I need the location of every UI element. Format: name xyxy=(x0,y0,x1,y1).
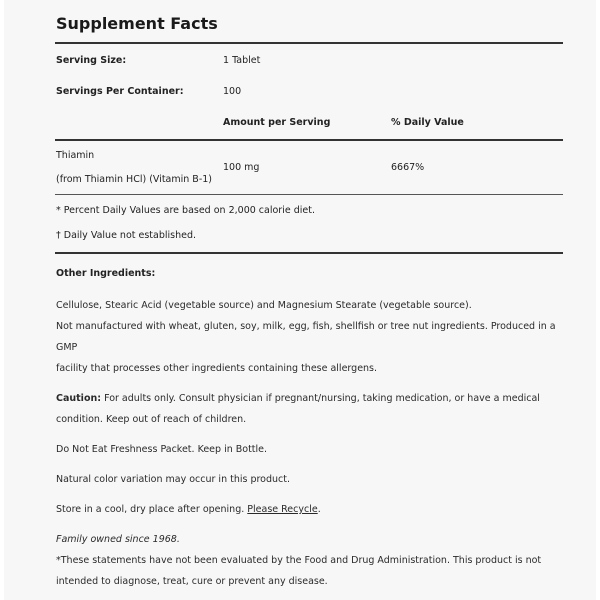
storage-end: . xyxy=(317,504,321,515)
servings-per-container-label: Servings Per Container: xyxy=(56,86,184,97)
caution-line-2: condition. Keep out of reach of children. xyxy=(56,414,247,425)
allergen-text-line-1: Not manufactured with wheat, gluten, soy, milk, egg, fish, shellfish or tree nut ingredients. Produced in a GMP xyxy=(56,321,556,353)
caution-line-1 xyxy=(56,388,556,409)
storage-text: Store in a cool, dry place after opening. xyxy=(56,504,248,515)
please-recycle-link[interactable]: Please Recycle xyxy=(247,504,318,515)
amount-per-serving-header: Amount per Serving xyxy=(223,117,331,128)
table-header-divider xyxy=(55,139,563,141)
nutrient-detail: (from Thiamin HCl) (Vitamin B-1) xyxy=(56,174,213,185)
servings-per-container-value: 100 xyxy=(223,86,242,97)
footnotes-divider xyxy=(55,252,563,254)
other-ingredients-heading: Other Ingredients: xyxy=(56,268,156,279)
other-ingredients-section xyxy=(56,295,556,592)
allergen-text-line-2: facility that processes other ingredients containing these allergens. xyxy=(56,363,378,374)
caution-label: Caution: xyxy=(56,393,102,404)
footnote-percent-dv: * Percent Daily Values are based on 2,000 calorie diet. xyxy=(56,205,315,216)
nutrient-name: Thiamin xyxy=(56,150,95,161)
storage-line xyxy=(56,499,556,520)
page-title: Supplement Facts xyxy=(56,14,218,33)
table-row-divider xyxy=(55,194,563,195)
freshness-text: Do Not Eat Freshness Packet. Keep in Bottle. xyxy=(56,444,268,455)
supplement-facts-panel xyxy=(4,0,596,600)
fda-disclaimer-line-1: *These statements have not been evaluated by the Food and Drug Administration. This product is not xyxy=(56,555,542,566)
color-variation-text: Natural color variation may occur in this product. xyxy=(56,474,291,485)
nutrient-daily-value: 6667% xyxy=(391,162,425,173)
daily-value-header: % Daily Value xyxy=(391,117,464,128)
serving-size-label: Serving Size: xyxy=(56,55,127,66)
family-owned-text: Family owned since 1968. xyxy=(56,534,180,545)
serving-size-value: 1 Tablet xyxy=(223,55,261,66)
footnote-not-established: † Daily Value not established. xyxy=(56,230,197,241)
ingredients-text: Cellulose, Stearic Acid (vegetable source) and Magnesium Stearate (vegetable source). xyxy=(56,300,472,311)
nutrient-amount: 100 mg xyxy=(223,162,260,173)
caution-text: For adults only. Consult physician if pregnant/nursing, taking medication, or have a medical xyxy=(101,393,540,404)
title-divider xyxy=(55,42,563,44)
fda-disclaimer-line-2: intended to diagnose, treat, cure or prevent any disease. xyxy=(56,576,328,587)
